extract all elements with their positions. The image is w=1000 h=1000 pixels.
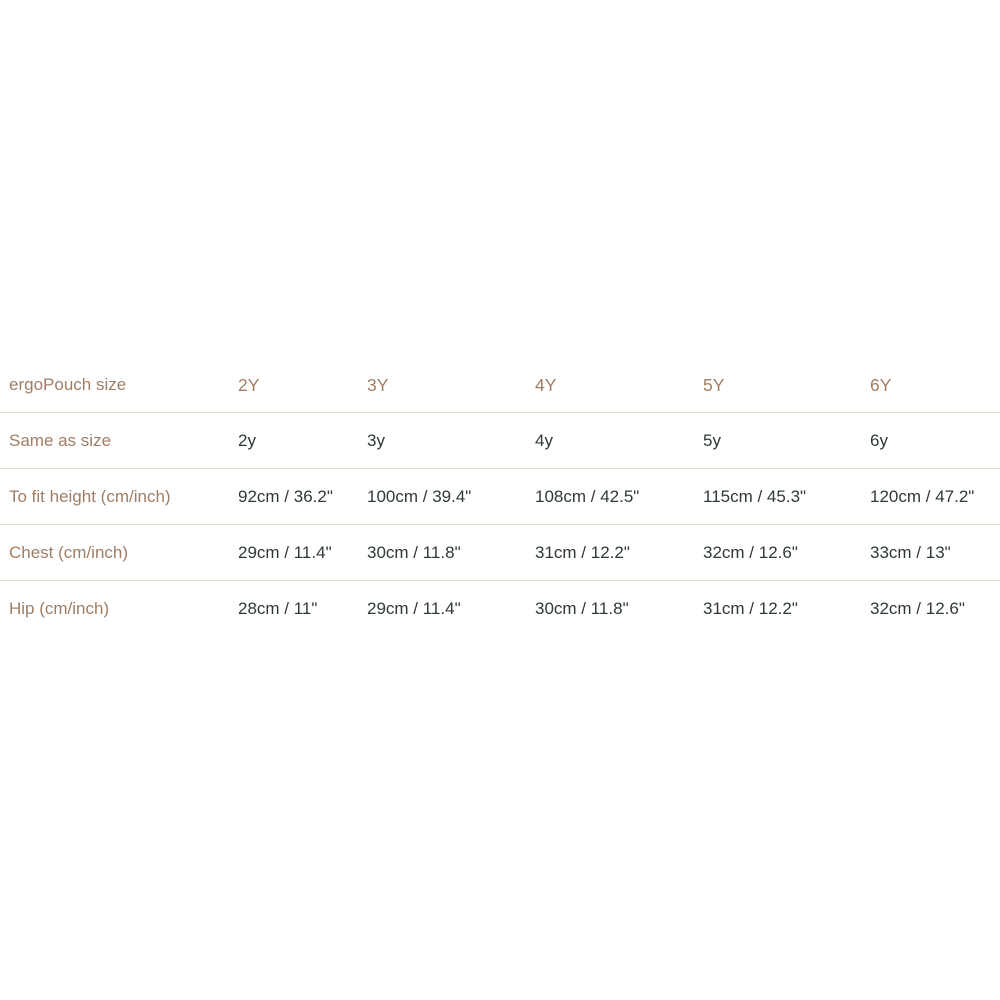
table-cell: 2y xyxy=(238,431,256,450)
table-cell: 29cm / 11.4" xyxy=(238,543,332,562)
row-label: To fit height (cm/inch) xyxy=(9,487,171,506)
column-header-2y: 2Y xyxy=(238,375,260,395)
table-cell: 30cm / 11.8" xyxy=(367,543,461,562)
table-cell: 108cm / 42.5" xyxy=(535,487,640,506)
table-row-hip xyxy=(0,581,1000,637)
table-cell: 32cm / 12.6" xyxy=(870,599,965,618)
table-row-same-as-size xyxy=(0,413,1000,469)
table-cell: 100cm / 39.4" xyxy=(367,487,472,506)
header-label: ergoPouch size xyxy=(9,375,127,394)
table-cell: 31cm / 12.2" xyxy=(703,599,798,618)
size-chart-table xyxy=(0,357,1000,637)
row-label: Chest (cm/inch) xyxy=(9,543,129,562)
table-cell: 115cm / 45.3" xyxy=(703,487,807,506)
table-cell: 4y xyxy=(535,431,553,450)
table-cell: 92cm / 36.2" xyxy=(238,487,333,506)
table-cell: 32cm / 12.6" xyxy=(703,543,798,562)
table-row-chest xyxy=(0,525,1000,581)
table-cell: 120cm / 47.2" xyxy=(870,487,975,506)
column-header-6y: 6Y xyxy=(870,375,892,395)
row-label: Hip (cm/inch) xyxy=(9,599,110,618)
table-cell: 3y xyxy=(367,431,385,450)
column-header-4y: 4Y xyxy=(535,375,557,395)
column-header-3y: 3Y xyxy=(367,375,389,395)
table-cell: 6y xyxy=(870,431,888,450)
table-cell: 28cm / 11" xyxy=(238,599,318,618)
row-label: Same as size xyxy=(9,431,112,450)
table-row-height xyxy=(0,469,1000,525)
table-cell: 31cm / 12.2" xyxy=(535,543,630,562)
column-header-5y: 5Y xyxy=(703,375,725,395)
table-cell: 33cm / 13" xyxy=(870,543,951,562)
table-header-row xyxy=(0,357,1000,413)
table-cell: 29cm / 11.4" xyxy=(367,599,461,618)
table-cell: 5y xyxy=(703,431,721,450)
table-cell: 30cm / 11.8" xyxy=(535,599,629,618)
